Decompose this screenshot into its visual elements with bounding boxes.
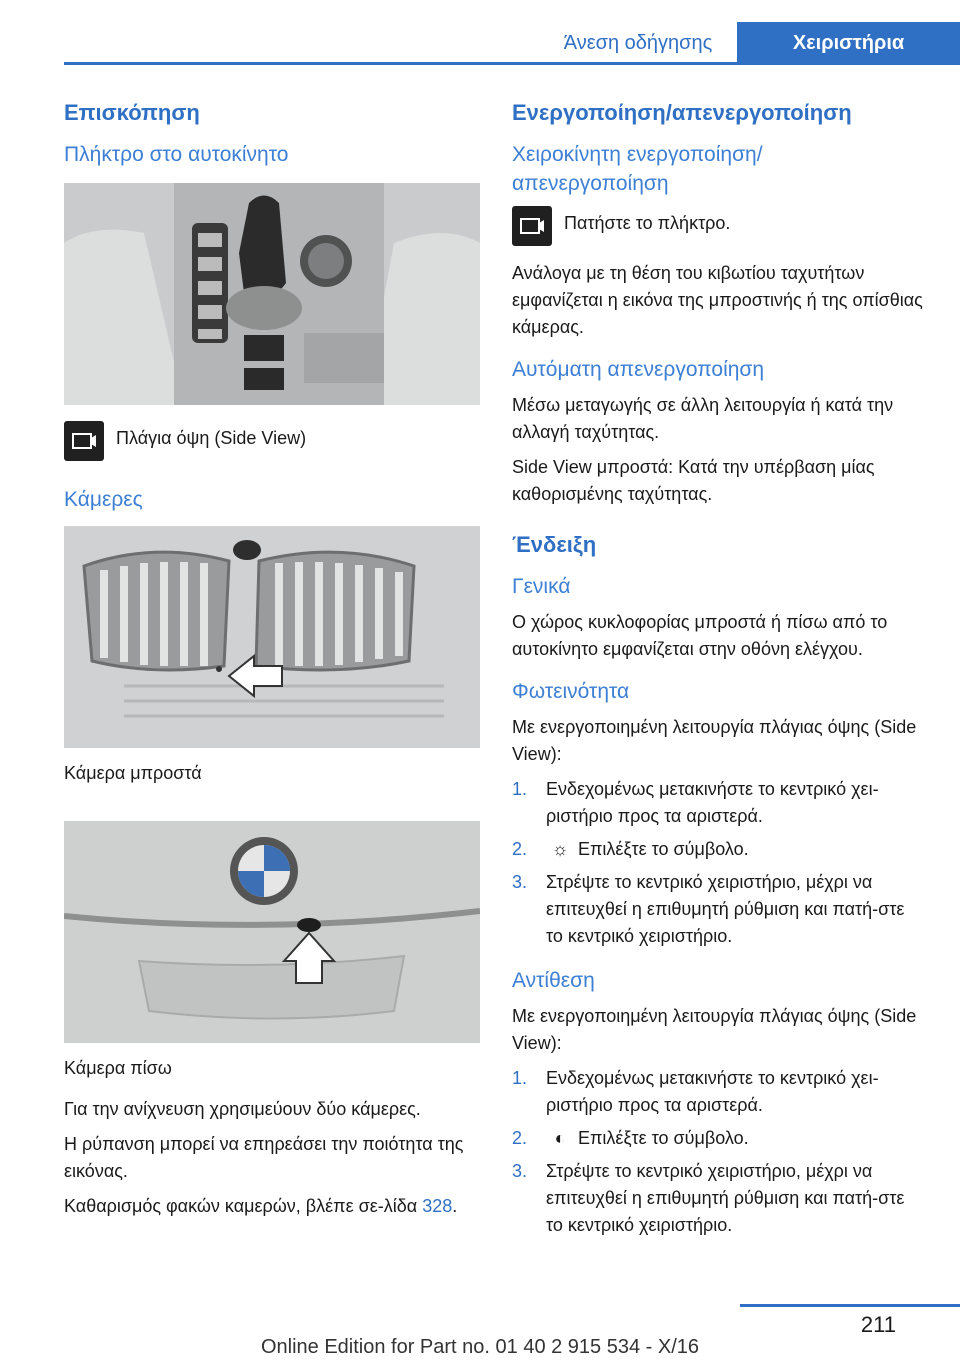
list-item: 1. Ενδεχομένως μετακινήστε το κεντρικό χει-ριστήριο προς τα αριστερά. xyxy=(512,1068,879,1115)
rear-camera-image xyxy=(64,821,480,1043)
list-item: 1. Ενδεχομένως μετακινήστε το κεντρικό χει-ριστήριο προς τα αριστερά. xyxy=(512,779,879,826)
side-view-camera-icon[interactable] xyxy=(512,206,552,246)
display-heading: Ένδειξη xyxy=(512,532,597,557)
cleaning-end: . xyxy=(452,1196,458,1216)
cameras-paragraph-2: Η ρύπανση μπορεί να επηρεάσει την ποιότητα της εικόνας. xyxy=(64,1134,464,1181)
press-button-text: Πατήστε το πλήκτρο. xyxy=(564,213,731,233)
list-item: 3. Στρέψτε το κεντρικό χειριστήριο, μέχρι να επιτευχθεί η επιθυμητή ρύθμιση και πατή-στε το κεντρικό χειριστήριο. xyxy=(512,872,905,946)
brightness-steps xyxy=(512,776,924,950)
view-paragraph: Ανάλογα με τη θέση του κιβωτίου ταχυτήτων εμφανίζεται η εικόνα της μπροστινής ή της οπίσθιας κάμερας. xyxy=(512,263,923,337)
auto-off-subheading: Αυτόματη απενεργοποίηση xyxy=(512,358,765,381)
general-paragraph: Ο χώρος κυκλοφορίας μπροστά ή πίσω από το αυτοκίνητο εμφανίζεται στην οθόνη ελέγχου. xyxy=(512,612,888,659)
footer-rule xyxy=(740,1304,960,1307)
side-view-camera-icon[interactable] xyxy=(64,421,104,461)
edition-footer: Online Edition for Part no. 01 40 2 915 534 - X/16 xyxy=(260,1336,700,1358)
brightness-paragraph: Με ενεργοποιημένη λειτουργία πλάγιας όψης (Side View): xyxy=(512,717,917,764)
side-view-button-row xyxy=(64,421,480,461)
contrast-paragraph: Με ενεργοποιημένη λειτουργία πλάγιας όψης (Side View): xyxy=(512,1006,917,1053)
rear-camera-caption: Κάμερα πίσω xyxy=(64,1058,172,1078)
cleaning-text: Καθαρισμός φακών καμερών, βλέπε σε-λίδα xyxy=(64,1196,418,1216)
press-button-row xyxy=(512,206,924,246)
front-camera-image xyxy=(64,526,480,748)
contrast-steps xyxy=(512,1065,924,1239)
list-item: 2. ☼ Επιλέξτε το σύμβολο. xyxy=(512,836,924,863)
button-subheading: Πλήκτρο στο αυτοκίνητο xyxy=(64,143,289,166)
contrast-icon: ◐ xyxy=(554,1128,566,1148)
right-column xyxy=(512,98,924,1247)
brightness-subheading: Φωτεινότητα xyxy=(512,680,630,703)
chapter-tab[interactable]: Χειριστήρια xyxy=(737,22,960,62)
general-subheading: Γενικά xyxy=(512,575,571,598)
front-camera-caption: Κάμερα μπροστά xyxy=(64,763,202,783)
list-item: 2. ◐ Επιλέξτε το σύμβολο. xyxy=(512,1125,924,1152)
page-link[interactable]: 328 xyxy=(422,1196,453,1216)
manual-subheading: Χειροκίνητη ενεργοποίηση/ απενεργοποίηση xyxy=(512,143,763,195)
cameras-paragraph-1: Για την ανίχνευση χρησιμεύουν δύο κάμερες. xyxy=(64,1099,421,1119)
auto-off-paragraph-2: Side View μπροστά: Κατά την υπέρβαση μίας καθορισμένης ταχύτητας. xyxy=(512,457,875,504)
sun-icon: ☼ xyxy=(551,839,569,859)
left-column xyxy=(64,98,480,1228)
cameras-paragraph-3 xyxy=(64,1193,480,1220)
auto-off-paragraph-1: Μέσω μεταγωγής σε άλλη λειτουργία ή κατά την αλλαγή ταχύτητας. xyxy=(512,395,894,442)
cameras-subheading: Κάμερες xyxy=(64,488,143,511)
page-number: 211 xyxy=(860,1312,896,1337)
activation-heading: Ενεργοποίηση/απενεργοποίηση xyxy=(512,100,852,125)
overview-heading: Επισκόπηση xyxy=(64,100,200,125)
header-rule xyxy=(64,62,960,65)
center-console-image xyxy=(64,183,480,405)
side-view-label: Πλάγια όψη (Side View) xyxy=(116,428,307,448)
list-item: 3. Στρέψτε το κεντρικό χειριστήριο, μέχρι να επιτευχθεί η επιθυμητή ρύθμιση και πατή-στε το κεντρικό χειριστήριο. xyxy=(512,1161,905,1235)
section-tab[interactable]: Άνεση οδήγησης xyxy=(563,32,713,54)
contrast-subheading: Αντίθεση xyxy=(512,969,595,992)
